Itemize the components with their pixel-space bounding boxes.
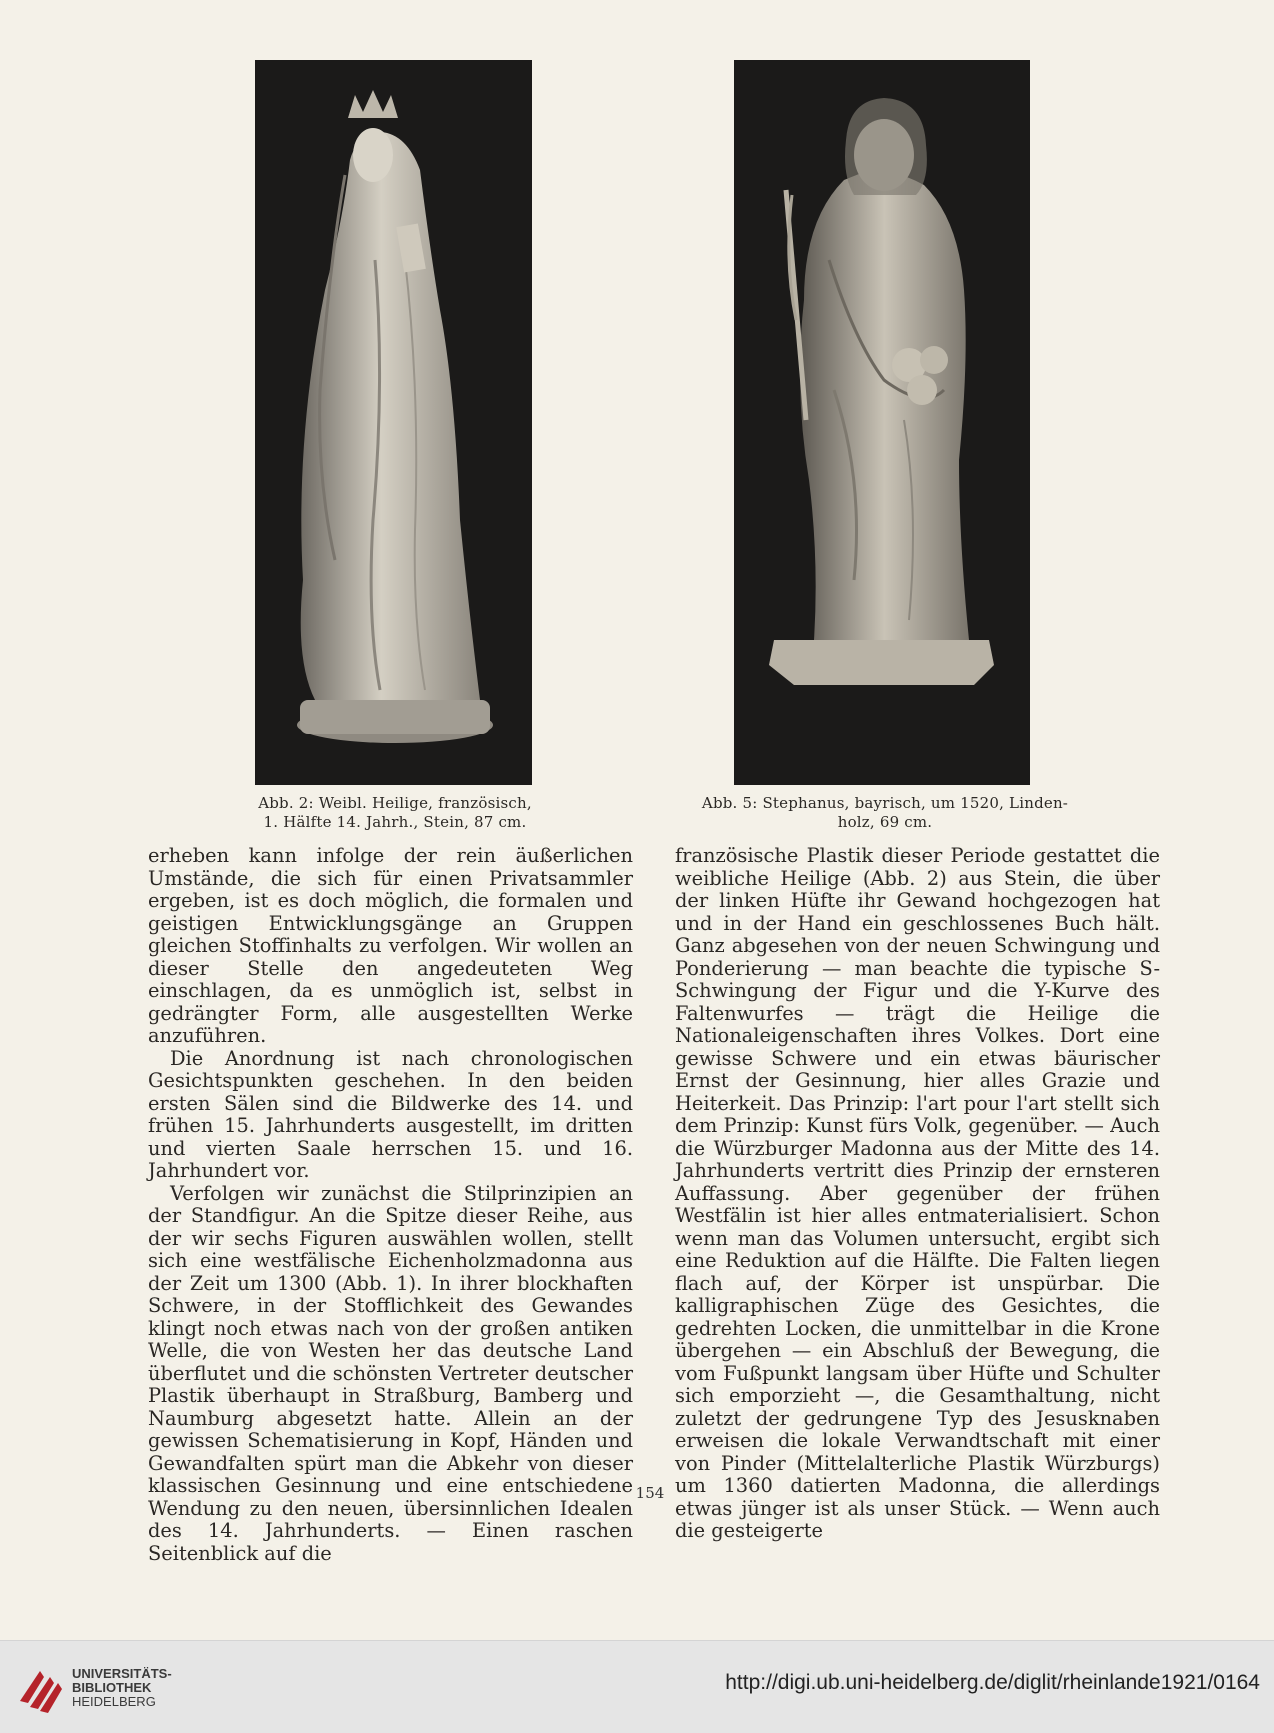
- photo-stephanus: [734, 60, 1030, 785]
- paragraph: französische Plastik dieser Periode gestattet die weibliche Heilige (Abb. 2) aus Stein, die über der linken Hüfte ihr Gewand hochgezogen hat und in der Hand ein geschlossenes Buch hält. Ganz abgesehen von der neuen Schwingung und Ponderierung — man beachte die typische S-Schwingung der Figur und die Y-Kurve des Faltenwurfes — trägt die Heilige die Nationaleigenschaften ihres Volkes. Dort eine gewisse Schwere und ein etwas bäurischer Ernst der Gesinnung, hier alles Grazie und Heiterkeit. Das Prinzip: l'art pour l'art stellt sich dem Prinzip: Kunst fürs Volk, gegenüber. — Auch die Würzburger Madonna aus der Mitte des 14. Jahrhunderts vertritt dies Prinzip der ernsteren Auffassung. Aber gegenüber der frühen Westfälin ist hier alles entmaterialisiert. Schon wenn man das Volumen untersucht, ergibt sich eine Reduktion auf die Hälfte. Die Falten liegen flach auf, der Körper ist unspürbar. Die kalligraphischen Züge des Gesichtes, die gedrehten Locken, die unmittelbar in die Krone übergehen — ein Abschluß der Bewegung, die vom Fußpunkt langsam über Hüfte und Schulter sich emporzieht —, die Gesamthaltung, nicht zuletzt der gedrungene Typ des Jesusknaben erweisen die lokale Verwandtschaft mit einer von Pinder (Mittelalterliche Plastik Würzburgs) um 1360 datierten Madonna, die allerdings etwas jünger ist als unser Stück. — Wenn auch die gesteigerte: [675, 844, 1160, 1542]
- figure-caption-right: [700, 794, 1070, 832]
- viewer-footer: [0, 1640, 1274, 1733]
- library-name-line3: HEIDELBERG: [72, 1694, 156, 1709]
- paragraph: Die Anordnung ist nach chronologischen Gesichtspunkten geschehen. In den beiden ersten Sälen sind die Bildwerke des 14. und frühen 15. Jahrhunderts ausgestellt, im dritten und vierten Saale herrschen 15. und 16. Jahrhundert vor.: [148, 1046, 633, 1182]
- caption-right-line2: holz, 69 cm.: [837, 813, 933, 831]
- library-name-line2: BIBLIOTHEK: [72, 1680, 152, 1695]
- text-column-left: [148, 845, 633, 1565]
- library-seal-icon: [14, 1657, 66, 1715]
- paragraph: Verfolgen wir zunächst die Stilprinzipien an der Standfigur. An die Spitze dieser Reihe, aus der wir sechs Figuren auswählen wollen, stellt sich eine westfälische Eichenholzmadonna aus der Zeit um 1300 (Abb. 1). In ihrer blockhaften Schwere, in der Stofflichkeit des Gewandes klingt noch etwas nach von der großen antiken Welle, die von Westen her das deutsche Land überflutet und die schönsten Vertreter deutscher Plastik überhaupt in Straßburg, Bamberg und Naumburg abgesetzt hatte. Allein an der gewissen Schematisierung in Kopf, Händen und Gewandfalten spürt man die Abkehr von dieser klassischen Gesinnung und eine entschiedene Wendung zu den neuen, übersinnlichen Idealen des 14. Jahrhunderts. — Einen raschen Seitenblick auf die: [148, 1181, 633, 1565]
- photo-female-saint: [255, 60, 532, 785]
- caption-right-line1: Abb. 5: Stephanus, bayrisch, um 1520, Linden-: [701, 794, 1069, 812]
- library-name: [72, 1667, 172, 1709]
- paragraph: erheben kann infolge der rein äußerlichen Umstände, die sich für einen Privatsammler ergeben, ist es doch möglich, die formalen und geistigen Entwicklungsgänge an Gruppen gleichen Stoffinhalts zu verfolgen. Wir wollen an dieser Stelle den angedeuteten Weg einschlagen, da es unmöglich ist, selbst in gedrängter Form, alle ausgestellten Werke anzuführen.: [148, 844, 633, 1047]
- page-number: 154: [635, 1484, 665, 1502]
- caption-left-line2: 1. Hälfte 14. Jahrh., Stein, 87 cm.: [263, 813, 527, 831]
- caption-left-line1: Abb. 2: Weibl. Heilige, französisch,: [258, 794, 532, 812]
- statue-stephanus-image: [734, 60, 1030, 785]
- library-name-line1: UNIVERSITÄTS-: [72, 1666, 172, 1681]
- figure-caption-left: [235, 794, 555, 832]
- text-column-right: [675, 845, 1160, 1543]
- permalink-url[interactable]: http://digi.ub.uni-heidelberg.de/diglit/rheinlande1921/0164: [725, 1671, 1260, 1694]
- statue-female-saint-image: [255, 60, 532, 785]
- university-library-logo[interactable]: [14, 1657, 66, 1715]
